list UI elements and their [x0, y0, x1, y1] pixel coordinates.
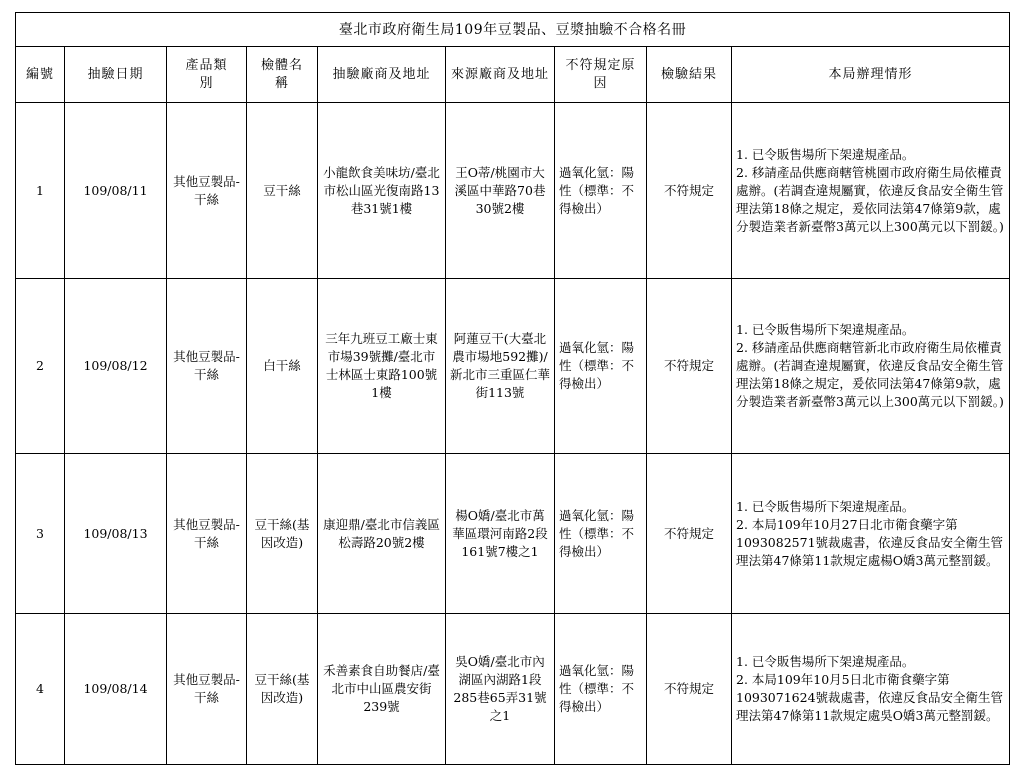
- row-vendor: 康迎鼎/臺北市信義區松壽路20號2樓: [318, 454, 446, 614]
- row-no: 2: [16, 279, 65, 454]
- header-sample: 檢體名稱: [247, 47, 318, 103]
- row-vendor: 禾善素食自助餐店/臺北市中山區農安街239號: [318, 614, 446, 765]
- row-sample: 豆干絲: [247, 103, 318, 279]
- table-row: [16, 103, 1010, 279]
- row-date: 109/08/11: [65, 103, 167, 279]
- row-result: 不符規定: [647, 103, 732, 279]
- row-reason: 過氧化氫：陽性（標準：不得檢出）: [555, 614, 647, 765]
- header-source: 來源廠商及地址: [446, 47, 555, 103]
- row-result: 不符規定: [647, 614, 732, 765]
- row-handling: 1. 已令販售場所下架違規產品。 2. 本局109年10月5日北市衛食藥字第1093071624號裁處書，依違反食品安全衛生管理法第47條第11款規定處吳O嬌3萬元整罰鍰。: [732, 614, 1010, 765]
- row-sample: 白干絲: [247, 279, 318, 454]
- row-result: 不符規定: [647, 454, 732, 614]
- row-no: 3: [16, 454, 65, 614]
- header-handling: 本局辦理情形: [732, 47, 1010, 103]
- table-row: [16, 279, 1010, 454]
- row-source: 王O蒂/桃園市大溪區中華路70巷30號2樓: [446, 103, 555, 279]
- row-handling: 1. 已令販售場所下架違規產品。 2. 移請產品供應商轄管新北市政府衛生局依權責處辦。(若調查違規屬實，依違反食品安全衛生管理法第18條之規定，爰依同法第47條第9款，處分製造業者新臺幣3萬元以上300萬元以下罰鍰。): [732, 279, 1010, 454]
- noncompliance-table: [15, 12, 1010, 765]
- header-category: 產品類別: [167, 47, 247, 103]
- row-category: 其他豆製品-干絲: [167, 103, 247, 279]
- header-vendor: 抽驗廠商及地址: [318, 47, 446, 103]
- row-date: 109/08/13: [65, 454, 167, 614]
- row-category: 其他豆製品-干絲: [167, 454, 247, 614]
- header-result: 檢驗結果: [647, 47, 732, 103]
- row-handling: 1. 已令販售場所下架違規產品。 2. 移請產品供應商轄管桃園市政府衛生局依權責處辦。(若調查違規屬實，依違反食品安全衛生管理法第18條之規定，爰依同法第47條第9款，處分製造業者新臺幣3萬元以上300萬元以下罰鍰。): [732, 103, 1010, 279]
- row-sample: 豆干絲(基因改造): [247, 614, 318, 765]
- row-handling: 1. 已令販售場所下架違規產品。 2. 本局109年10月27日北市衛食藥字第1093082571號裁處書，依違反食品安全衛生管理法第47條第11款規定處楊O嬌3萬元整罰鍰。: [732, 454, 1010, 614]
- row-reason: 過氧化氫：陽性（標準：不得檢出）: [555, 103, 647, 279]
- row-source: 吳O嬌/臺北市內湖區內湖路1段285巷65弄31號之1: [446, 614, 555, 765]
- row-reason: 過氧化氫：陽性（標準：不得檢出）: [555, 279, 647, 454]
- row-source: 阿蓮豆干(大臺北農市場地592攤)/新北市三重區仁華街113號: [446, 279, 555, 454]
- row-date: 109/08/12: [65, 279, 167, 454]
- row-date: 109/08/14: [65, 614, 167, 765]
- header-no: 編號: [16, 47, 65, 103]
- row-vendor: 三年九班豆工廠士東市場39號攤/臺北市士林區士東路100號1樓: [318, 279, 446, 454]
- row-no: 1: [16, 103, 65, 279]
- row-no: 4: [16, 614, 65, 765]
- header-reason: 不符規定原因: [555, 47, 647, 103]
- row-vendor: 小龍飲食美味坊/臺北市松山區光復南路13巷31號1樓: [318, 103, 446, 279]
- row-sample: 豆干絲(基因改造): [247, 454, 318, 614]
- table-row: [16, 614, 1010, 765]
- row-reason: 過氧化氫：陽性（標準：不得檢出）: [555, 454, 647, 614]
- header-row: [16, 47, 1010, 103]
- row-source: 楊O嬌/臺北市萬華區環河南路2段161號7樓之1: [446, 454, 555, 614]
- document-title: 臺北市政府衛生局109年豆製品、豆漿抽驗不合格名冊: [16, 13, 1010, 47]
- row-result: 不符規定: [647, 279, 732, 454]
- row-category: 其他豆製品-干絲: [167, 614, 247, 765]
- header-date: 抽驗日期: [65, 47, 167, 103]
- table-row: [16, 454, 1010, 614]
- row-category: 其他豆製品-干絲: [167, 279, 247, 454]
